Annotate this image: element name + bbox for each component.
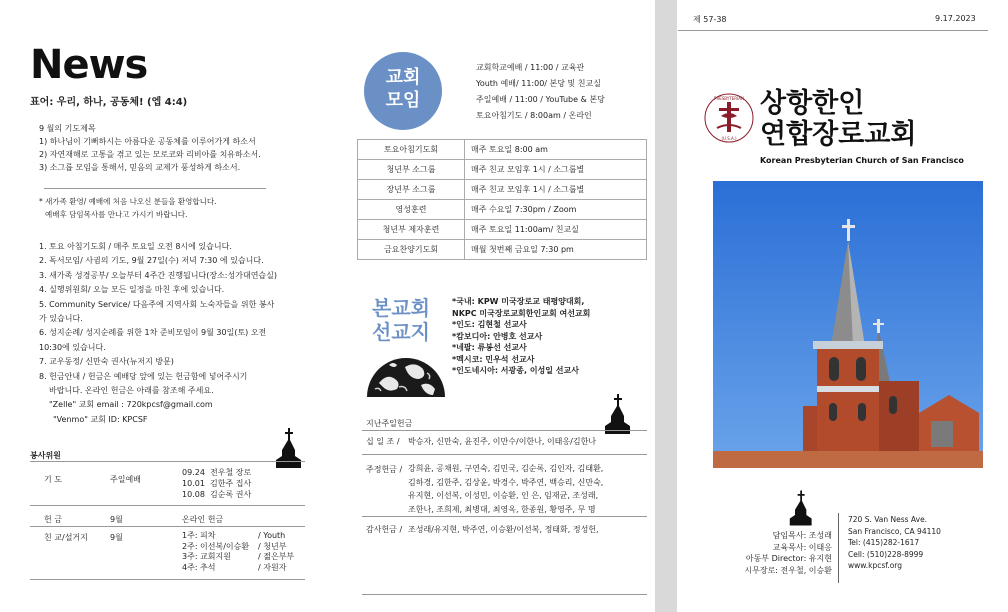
notice-item: 바랍니다. 온라인 헌금은 아래를 참조해 주세요. [49,386,214,396]
table-row [358,140,647,160]
header-rule [678,30,988,31]
duty-date: 10.01 [182,479,205,488]
address-line: 720 S. Van Ness Ave. [848,515,928,524]
church-name-english: Korean Presbyterian Church of San Francisco [760,156,964,165]
column-divider [655,0,677,612]
service-time-line: Youth 예배/ 11:00/ 본당 및 친교실 [476,79,601,88]
fellowship-month: 9월 [110,533,123,542]
website-link[interactable]: www.kpcsf.org [848,561,903,570]
mission-line: *인도네시아: 서광종, 이성일 선교사 [452,366,579,375]
pastor-line: 담임목사: 조성래 [772,531,832,540]
fellowship-group: / 젊은부부 [258,552,295,561]
church-seal-logo [703,92,755,144]
tithe-names: 박승자, 신만숙, 윤진주, 이만수/이한나, 이태응/김한나 [408,437,597,446]
issue-date: 9.17.2023 [935,14,976,23]
service-time-line: 주일예배 / 11:00 / YouTube & 본당 [476,95,605,104]
pastor-line: 시무장로: 전우철, 이승환 [744,565,832,575]
section-rule [30,579,305,580]
prayer-item: 2) 자연재해로 고통을 겪고 있는 모로코와 리비아를 치유하소서. [39,150,261,159]
fellowship-week: 4주: 추석 [182,562,216,572]
prayer-duty-list [182,467,251,500]
prayer-item: 3) 소그룹 모임을 통해서, 믿음의 교제가 풍성하게 하소서. [39,163,241,172]
table-row [358,180,647,200]
notice-item: 10:30에 있습니다. [39,342,106,352]
offering-duty-label: 헌 금 [44,515,62,524]
service-times [476,60,605,124]
weekly-offering-names [408,462,603,516]
section-rule [30,461,305,462]
fellowship-week: 1주: 피차 [182,531,216,540]
fellowship-group: / 자원자 [258,562,287,572]
fellowship-week: 2주: 이선복/이승환 [182,541,250,551]
thanks-offering-label: 감사헌금 / [366,525,403,534]
meeting-name: 청년부 소그룹 [358,160,465,180]
welcome-section [39,195,339,221]
fellowship-list [182,531,294,573]
globe-image [365,343,447,397]
offering-names-line: 강희윤, 공채원, 구연숙, 김민국, 김순록, 김인자, 김태환, [408,464,604,473]
service-time-line: 토요아침기도 / 8:00am / 온라인 [476,111,592,120]
motto: 표어: 우리, 하나, 공동체! (엡 4:4) [30,97,188,108]
prayer-duty-label: 기 도 [44,475,62,484]
church-name-korean [760,88,917,150]
fellowship-week: 3주: 교회지원 [182,552,231,561]
weekly-offering-label: 주정헌금 / [366,465,403,474]
fellowship-label: 친 교/설거지 [44,533,88,542]
prayer-item: 1) 하나님이 기뻐하시는 아름다운 공동체를 이루어가게 하소서 [39,137,256,146]
news-title: News [30,42,148,88]
fellowship-group: / 청년부 [258,541,287,551]
meetings-badge [364,52,442,130]
church-steeple-icon [788,488,816,528]
church-building-photo [713,181,983,468]
missions-list [452,296,590,377]
duty-name: 김한주 집사 [210,479,252,488]
contact-divider [838,513,839,583]
notice-item: 6. 성지순례/ 성지순례를 위한 1차 준비모임이 9월 30일(토) 오전 [39,328,267,338]
welcome-line: 예배후 담임목사를 만나고 가시기 바랍니다. [45,210,188,219]
service-title: 봉사위원 [30,451,61,460]
service-time-line: 교회학교예배 / 11:00 / 교육관 [476,63,585,72]
missions-title [372,296,430,344]
notice-item: "Venmo" 교회 ID: KPCSF [53,414,148,424]
notice-item: 7. 교우동정/ 신만숙 권사(뉴저지 방문) [39,357,174,367]
section-rule [30,526,305,527]
offering-names-line: 유지현, 이선복, 이성민, 이승환, 인 은, 임재균, 조성래, [408,491,599,500]
notice-item: 1. 토요 아침기도회 / 매주 토요일 오전 8시에 있습니다. [39,242,232,251]
offering-duty-month: 9월 [110,515,123,524]
cell-line[interactable]: Cell: (510)228-8999 [848,549,924,559]
section-rule [362,430,647,431]
notice-item: "Zelle" 교회 email : 720kpcsf@gmail.com [49,400,213,410]
meeting-name: 청년부 제자훈련 [358,220,465,240]
notice-item: 8. 헌금안내 / 헌금은 예배당 앞에 있는 헌금함에 넣어주시기 [39,371,248,381]
meeting-name: 금요찬양기도회 [358,240,465,260]
prayer-section [39,122,339,174]
meeting-name: 토요아침기도회 [358,140,465,160]
pastor-line: 아동부 Director: 유지현 [745,554,832,563]
duty-date: 09.24 [182,468,205,477]
section-rule [362,594,647,595]
mission-line: *네팔: 류봉선 선교사 [452,343,527,352]
phone-line: Tel: (415)282-1617 [848,538,920,547]
mission-line: *멕시코: 민우석 선교사 [452,354,535,364]
meeting-name: 영성훈련 [358,200,465,220]
notice-item: 4. 실행위원회/ 오늘 모든 일정을 마친 후에 있습니다. [39,285,225,295]
section-rule [362,516,647,517]
church-steeple-icon [603,394,635,434]
duty-date: 10.08 [182,490,205,499]
pastors-list [712,530,832,576]
meeting-time: 매주 친교 모임후 1시 / 소그룹별 [465,180,647,200]
section-rule [44,188,266,189]
offerings-title: 지난주일헌금 [366,419,413,428]
mission-line: *캄보디아: 안병호 선교사 [452,331,543,341]
church-name-line: 상항한인 [760,88,865,119]
section-rule [362,454,647,455]
badge-line: 모임 [385,90,421,111]
section-rule [30,505,305,506]
offering-names-line: 김하경, 김한주, 김상윤, 박경수, 박주연, 백승리, 신만숙, [408,477,604,487]
mission-line: *인도: 김현철 선교사 [452,320,527,329]
table-row [358,200,647,220]
svg-text:PRESBYTERIAN: PRESBYTERIAN [714,96,744,101]
church-steeple-icon [274,428,306,468]
table-row [358,160,647,180]
fellowship-group: / Youth [258,531,286,540]
notice-item: 3. 새가족 성경공부/ 오늘부터 4주간 진행됩니다(장소:성가대연습실) [39,270,277,280]
contact-info [848,514,941,572]
offering-names-line: 조한나, 조희제, 최병대, 최영옥, 한종원, 황영주, 무 명 [408,504,596,514]
tithe-label: 십 일 조 / [366,437,400,446]
address-line: San Francisco, CA 94110 [848,526,941,536]
meetings-table [357,139,647,260]
notices-list [39,240,339,427]
meeting-time: 매월 첫번째 금요일 7:30 pm [465,240,647,260]
meeting-time: 매주 토요일 8:00 am [465,140,647,160]
badge-line: 교회 [385,67,421,88]
offering-duty-text: 온라인 헌금 [182,515,224,524]
mission-line: NKPC 미국장로교회한인교회 여선교회 [452,308,591,318]
duty-name: 김순록 권사 [210,490,252,499]
pastor-line: 교육목사: 이태응 [772,542,832,552]
meeting-time: 매주 토요일 11:00am/ 친교실 [465,220,647,240]
prayer-duty-sub: 주일예배 [110,475,141,484]
thanks-offering-names: 조성래/유지현, 박주연, 이승환/이선복, 정태화, 정성헌, [408,525,599,534]
svg-text:(U.S.A.): (U.S.A.) [721,136,737,141]
meeting-name: 장년부 소그룹 [358,180,465,200]
duty-name: 전우철 장로 [210,468,252,477]
missions-title-line: 선교지 [372,320,430,344]
notice-item: 2. 독서모임/ 사귐의 기도, 9월 27일(수) 저녁 7:30 에 있습니다. [39,256,264,266]
notice-item: 5. Community Service/ 다음주에 지역사회 노숙자들을 위한 봉사 [39,299,275,309]
meeting-time: 매주 친교 모임후 1시 / 소그룹별 [465,160,647,180]
table-row [358,240,647,260]
mission-line: *국내: KPW 미국장로교 태평양대회, [452,297,585,306]
church-name-line: 연합장로교회 [760,119,917,150]
table-row [358,220,647,240]
notice-item: 가 있습니다. [39,314,83,324]
missions-title-line: 본교회 [372,296,430,320]
prayer-title: 9 월의 기도제목 [39,124,96,133]
welcome-line: * 새가족 환영/ 예배에 처음 나오신 분들을 환영합니다. [39,197,217,206]
issue-number: 제 57-38 [693,15,727,24]
meeting-time: 매주 수요일 7:30pm / Zoom [465,200,647,220]
